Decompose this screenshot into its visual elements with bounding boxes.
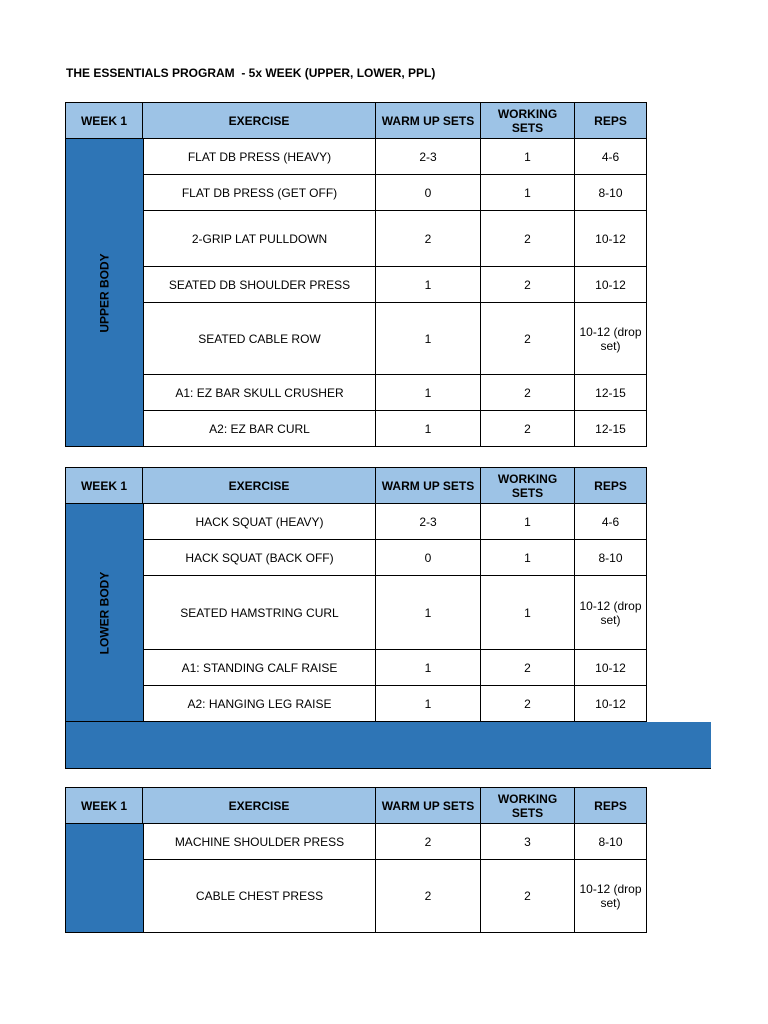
reps-cell: 8-10 bbox=[575, 824, 647, 860]
reps-cell: 4-6 bbox=[575, 139, 647, 175]
working-sets-cell: 2 bbox=[481, 303, 575, 375]
exercise-cell: SEATED DB SHOULDER PRESS bbox=[143, 267, 376, 303]
document-title: THE ESSENTIALS PROGRAM - 5x WEEK (UPPER, LOWER, PPL) bbox=[66, 66, 436, 80]
reps-cell: 12-15 bbox=[575, 411, 647, 447]
reps-cell: 10-12 (drop set) bbox=[575, 860, 647, 933]
table-2-header-reps: REPS bbox=[575, 467, 647, 504]
table-3-header-exercise: EXERCISE bbox=[143, 787, 376, 824]
warm-up-sets-cell: 0 bbox=[376, 175, 481, 211]
working-sets-cell: 2 bbox=[481, 267, 575, 303]
exercise-cell: FLAT DB PRESS (GET OFF) bbox=[143, 175, 376, 211]
section-label: UPPER BODY bbox=[97, 252, 112, 333]
warm-up-sets-cell: 1 bbox=[376, 375, 481, 411]
working-sets-cell: 2 bbox=[481, 860, 575, 933]
warm-up-sets-cell: 0 bbox=[376, 540, 481, 576]
exercise-cell: HACK SQUAT (BACK OFF) bbox=[143, 540, 376, 576]
exercise-cell: HACK SQUAT (HEAVY) bbox=[143, 504, 376, 540]
working-sets-cell: 1 bbox=[481, 504, 575, 540]
table-1-header-reps: REPS bbox=[575, 102, 647, 139]
reps-cell: 10-12 (drop set) bbox=[575, 576, 647, 650]
table-3-header-warm-up-sets: WARM UP SETS bbox=[376, 787, 481, 824]
warm-up-sets-cell: 1 bbox=[376, 303, 481, 375]
working-sets-cell: 1 bbox=[481, 139, 575, 175]
warm-up-sets-cell: 2 bbox=[376, 211, 481, 267]
exercise-cell: A2: HANGING LEG RAISE bbox=[143, 686, 376, 722]
table-1-section-label-cell bbox=[65, 139, 143, 447]
warm-up-sets-cell: 2 bbox=[376, 824, 481, 860]
exercise-cell: 2-GRIP LAT PULLDOWN bbox=[143, 211, 376, 267]
table-3-section-label-cell bbox=[65, 824, 143, 933]
warm-up-sets-cell: 2 bbox=[376, 860, 481, 933]
table-1-header-working-sets: WORKING SETS bbox=[481, 102, 575, 139]
working-sets-cell: 2 bbox=[481, 375, 575, 411]
reps-cell: 4-6 bbox=[575, 504, 647, 540]
table-1-header-warm-up-sets: WARM UP SETS bbox=[376, 102, 481, 139]
exercise-cell: CABLE CHEST PRESS bbox=[143, 860, 376, 933]
warm-up-sets-cell: 1 bbox=[376, 267, 481, 303]
section-label: LOWER BODY bbox=[97, 571, 112, 654]
table-2-section-label-cell bbox=[65, 504, 143, 722]
table-2-header-exercise: EXERCISE bbox=[143, 467, 376, 504]
table-3-header-working-sets: WORKING SETS bbox=[481, 787, 575, 824]
warm-up-sets-cell: 1 bbox=[376, 411, 481, 447]
reps-cell: 8-10 bbox=[575, 175, 647, 211]
exercise-cell: SEATED CABLE ROW bbox=[143, 303, 376, 375]
warm-up-sets-cell: 1 bbox=[376, 686, 481, 722]
section-divider-band bbox=[65, 722, 711, 769]
exercise-cell: A2: EZ BAR CURL bbox=[143, 411, 376, 447]
working-sets-cell: 2 bbox=[481, 650, 575, 686]
working-sets-cell: 1 bbox=[481, 175, 575, 211]
table-1-header-week-1: WEEK 1 bbox=[65, 102, 143, 139]
exercise-cell: A1: EZ BAR SKULL CRUSHER bbox=[143, 375, 376, 411]
table-2-header-week-1: WEEK 1 bbox=[65, 467, 143, 504]
working-sets-cell: 1 bbox=[481, 576, 575, 650]
reps-cell: 10-12 (drop set) bbox=[575, 303, 647, 375]
reps-cell: 8-10 bbox=[575, 540, 647, 576]
table-1-header-exercise: EXERCISE bbox=[143, 102, 376, 139]
table-2-header-working-sets: WORKING SETS bbox=[481, 467, 575, 504]
table-3-header-reps: REPS bbox=[575, 787, 647, 824]
working-sets-cell: 2 bbox=[481, 686, 575, 722]
exercise-cell: MACHINE SHOULDER PRESS bbox=[143, 824, 376, 860]
warm-up-sets-cell: 2-3 bbox=[376, 139, 481, 175]
table-3-header-week-1: WEEK 1 bbox=[65, 787, 143, 824]
working-sets-cell: 2 bbox=[481, 411, 575, 447]
reps-cell: 10-12 bbox=[575, 650, 647, 686]
warm-up-sets-cell: 2-3 bbox=[376, 504, 481, 540]
warm-up-sets-cell: 1 bbox=[376, 576, 481, 650]
exercise-cell: A1: STANDING CALF RAISE bbox=[143, 650, 376, 686]
working-sets-cell: 1 bbox=[481, 540, 575, 576]
table-2-header-warm-up-sets: WARM UP SETS bbox=[376, 467, 481, 504]
warm-up-sets-cell: 1 bbox=[376, 650, 481, 686]
working-sets-cell: 3 bbox=[481, 824, 575, 860]
reps-cell: 12-15 bbox=[575, 375, 647, 411]
reps-cell: 10-12 bbox=[575, 267, 647, 303]
exercise-cell: SEATED HAMSTRING CURL bbox=[143, 576, 376, 650]
exercise-cell: FLAT DB PRESS (HEAVY) bbox=[143, 139, 376, 175]
reps-cell: 10-12 bbox=[575, 686, 647, 722]
reps-cell: 10-12 bbox=[575, 211, 647, 267]
working-sets-cell: 2 bbox=[481, 211, 575, 267]
